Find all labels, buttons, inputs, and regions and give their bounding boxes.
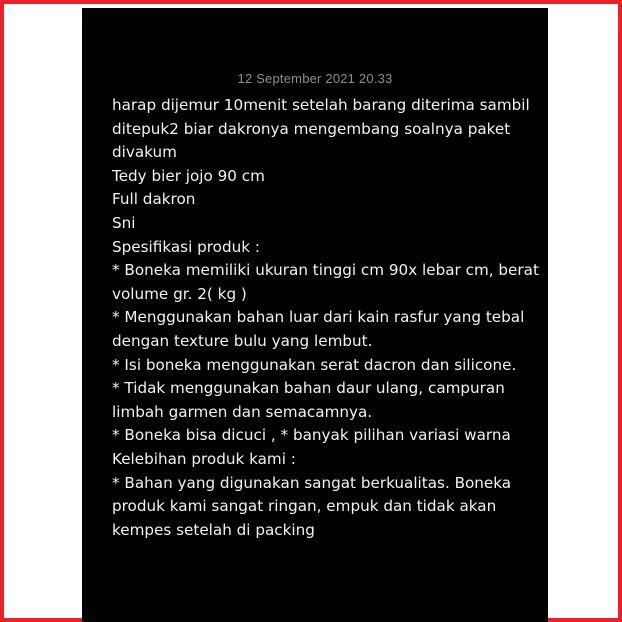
note-line: * Isi boneka menggunakan serat dacron dan silicone. (112, 355, 517, 374)
note-line: produk kami sangat ringan, empuk dan tidak akan (112, 497, 497, 516)
note-line: kempes setelah di packing (112, 520, 315, 539)
note-line: volume gr. 2( kg ) (112, 284, 247, 303)
note-line: Spesifikasi produk : (112, 237, 260, 256)
note-line: dengan texture bulu yang lembut. (112, 331, 373, 350)
note-line: * Boneka memiliki ukuran tinggi cm 90x lebar cm, berat (112, 261, 539, 280)
note-line: Full dakron (112, 190, 196, 209)
note-line: * Tidak menggunakan bahan daur ulang, campuran (112, 379, 505, 398)
note-line: limbah garmen dan semacamnya. (112, 402, 373, 421)
note-line: ditepuk2 biar dakronya mengembang soalnya paket (112, 119, 511, 138)
note-line: Kelebihan produk kami : (112, 449, 296, 468)
note-body[interactable] (112, 94, 537, 542)
note-line: * Bahan yang digunakan sangat berkualitas. Boneka (112, 473, 512, 492)
note-timestamp: 12 September 2021 20.33 (237, 71, 393, 86)
note-line: * Menggunakan bahan luar dari kain rasfur yang tebal (112, 308, 525, 327)
note-line: * Boneka bisa dicuci , * banyak pilihan variasi warna (112, 426, 511, 445)
note-line: Tedy bier jojo 90 cm (112, 166, 265, 185)
note-line: harap dijemur 10menit setelah barang diterima sambil (112, 96, 530, 114)
note-line: divakum (112, 143, 177, 162)
note-line: Sni (112, 213, 136, 232)
note-screen (82, 8, 548, 622)
